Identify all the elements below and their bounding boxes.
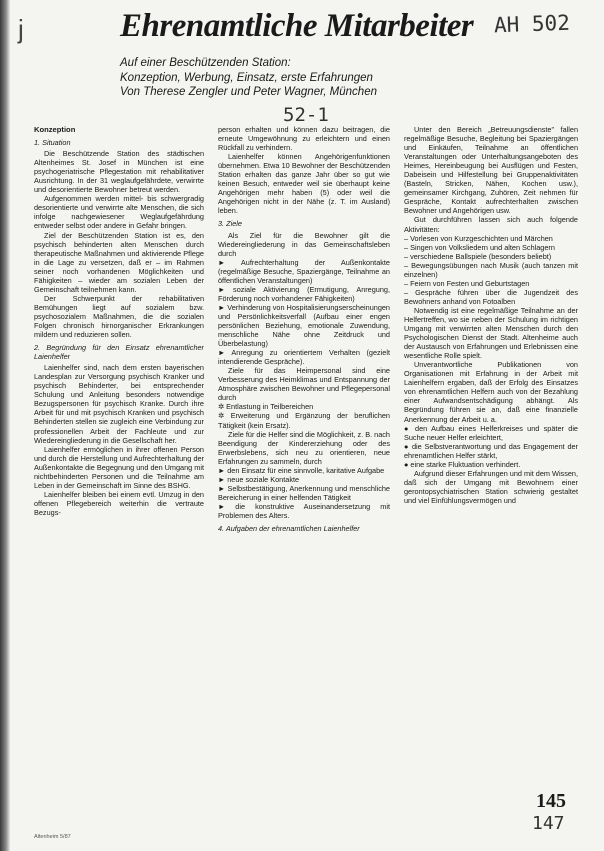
subtitle-line: Konzeption, Werbung, Einsatz, erste Erfahrungen bbox=[120, 72, 373, 84]
list-item: – Bewegungsübungen nach Musik (auch tanzen mit einzelnen) bbox=[404, 260, 578, 279]
list-item: ► Aufrechterhaltung der Außenkontakte (regelmäßige Besuche, Spaziergänge, Teilnahme an öffentlichen Veranstaltungen) bbox=[218, 257, 390, 285]
list-item: – verschiedene Ballspiele (besonders beliebt) bbox=[404, 251, 552, 261]
paragraph: Unverantwortliche Publikationen von Organisationen mit Erfahrung in der Arbeit mit Laienhelfern ergaben, daß der Erfolg des Einsatzes von ehrenamtlichen Helfern auch von der Bezahlung einer Aufwandsentschädigung abhängt. Als Begründung führen sie an, daß eine finanzielle Anerkennung der Arbeit u. a. bbox=[404, 360, 578, 424]
paragraph: Laienhelfer sind, nach dem ersten bayerischen Landesplan zur Versorgung psychisch Kranker und psychisch Behinderter, bei entsprechender Schulung und Anleitung besonders notwendige Bezugspersonen für psychisch Kranke. Durch ihre Arbeit für und mit psychisch Kranken und psychisch Behinderten stellen sie zugleich eine Verbindung zur professionellen Arbeit der Fachleute und zur Wiedereingliederung in die Gesellschaft her. bbox=[34, 363, 204, 445]
subsection-heading: 4. Aufgaben der ehrenamtlichen Laienhelfer bbox=[218, 524, 360, 534]
paragraph: Aufgrund dieser Erfahrungen und mit dem Wissen, daß sich der Umgang mit Bewohnern einer gerontopsychiatrischen Station schwierig gestaltet und viel Einfühlungsvermögen und bbox=[404, 468, 578, 505]
paragraph: Der Schwerpunkt der rehabilitativen Bemühungen liegt auf sozialem bzw. psychosozialem Maßnahmen, die die sozialen Folgen chronisch hirnorganischer Erkrankungen mildern und reduzieren sollen. bbox=[34, 293, 204, 340]
paragraph: Aufgenommen werden mittel- bis schwergradig desorientierte und verwirrte alte Menschen, die sich infolge nachgewiesener Weglaufgefährdung entweder selbst oder andere in Gefahr bringen. bbox=[34, 194, 204, 231]
handwritten-archive-tag: AH 502 bbox=[493, 10, 571, 38]
bullet-list bbox=[404, 234, 578, 306]
article-authors: Von Therese Zengler und Peter Wagner, München bbox=[120, 86, 377, 98]
list-item: ► die konstruktive Auseinandersetzung mit Problemen des Alters. bbox=[218, 501, 390, 520]
list-item: ✲ Erweiterung und Ergänzung der beruflichen Tätigkeit (kein Ersatz). bbox=[218, 411, 390, 430]
paragraph: Ziele für die Helfer sind die Möglichkeit, z. B. nach Beendigung der Kindererziehung oder des Erwerbslebens, sich neu zu orientieren, neue Erfahrungen zu sammeln, durch bbox=[218, 429, 390, 466]
text-column-3 bbox=[404, 125, 578, 840]
paragraph: Unter den Bereich „Betreuungsdienste" fallen regelmäßige Besuche, Begleitung bei Spaziergängen und Einkäufen, Teilnahme an öffentlichen Veranstaltungen oder Unterhaltungsangeboten des Heimes, Hereinbeugung bei Ausflügen und Festen, Dabeisein und Hilfestellung bei Gruppenaktivitäten (Basteln, Stricken, Nähen, Kochen usw.), gemeinsamer Kirchgang, Zuhören, Zeit nehmen für Gespräche, Kontakt aufrechterhalten zwischen Bewohner und Angehörigen usw. bbox=[404, 125, 578, 216]
text-column-1 bbox=[34, 125, 204, 840]
paragraph: Als Ziel für die Bewohner gilt die Wiedereingliederung in das Gemeinschaftsleben durch bbox=[218, 230, 390, 258]
paragraph: Laienhelfer können Angehörigenfunktionen übernehmen. Etwa 10 Bewohner der Beschützenden Station erhalten das ganze Jahr über so gut wie keinen Besuch, entweder weil sie überhaupt keine Angehörigen mehr haben (5) oder weil die Angehörigen nicht in der Nähe (z. T. im Ausland) leben. bbox=[218, 152, 390, 216]
text-column-2 bbox=[218, 125, 390, 840]
list-item: – Feiern von Festen und Geburtstagen bbox=[404, 278, 530, 288]
list-item: ► Verhinderung von Hospitalisierungserscheinungen und Persönlichkeitsverfall (Aufbau einer engen persönlichen Beziehung, emotionale Zuwendung, menschliche Nähe ohne Zeitdruck und Überbelastung) bbox=[218, 302, 390, 349]
bullet-list bbox=[404, 424, 578, 469]
paragraph: Ziel der Beschützenden Station ist es, den psychisch behinderten alten Menschen durch therapeutische Maßnahmen und aktivierende Pflege in die Lage zu versetzen, daß er – im Rahmen seiner noch vorhandenen Möglichkeiten und Fähigkeiten – wieder am sozialen Leben der Gemeinschaft teilnehmen kann. bbox=[34, 230, 204, 294]
list-item: – Vorlesen von Kurzgeschichten und Märchen bbox=[404, 233, 553, 243]
list-item: – Gespräche führen über die Jugendzeit des Bewohners anhand von Fotoalben bbox=[404, 287, 578, 306]
bullet-list bbox=[218, 402, 390, 429]
paragraph: Die Beschützende Station des städtischen Altenheimes St. Josef in München ist eine psychogeriatrische Pflegestation mit rehabilitativer Ausrichtung. In der 31 weglaufgefährdete, verwirrte und desorientierte Bewohner betreut werden. bbox=[34, 149, 204, 195]
list-item: ► soziale Aktivierung (Ermutigung, Anregung, Förderung noch vorhandener Fähigkeiten) bbox=[218, 284, 390, 303]
paragraph: Notwendig ist eine regelmäßige Teilnahme an der Helfertreffen, wo sie neben der Schulung im richtigen Umgang mit verwirrten alten Menschen durch den Psychologischen Dienst der Stadt. Altenheime auch der Austausch von Erfahrungen und Erlebnissen eine wesentliche Rolle spielt. bbox=[404, 305, 578, 361]
paragraph: Laienhelfer bleiben bei einem evtl. Umzug in den offenen Pflegebereich weiterhin die vertraute Bezugs- bbox=[34, 489, 204, 517]
handwritten-page-mark: 52-1 bbox=[283, 104, 329, 126]
list-item: ► neue soziale Kontakte bbox=[218, 474, 300, 484]
list-item: ● eine starke Fluktuation verhindert. bbox=[404, 459, 521, 469]
list-item: ✲ Entlastung in Teilbereichen bbox=[218, 402, 314, 412]
subsection-heading: 3. Ziele bbox=[218, 219, 242, 229]
list-item: ● die Selbstverantwortung und das Engagement der ehrenamtlichen Helfer stärkt, bbox=[404, 441, 578, 460]
page-number: 145 bbox=[536, 790, 566, 812]
paragraph: Laienhelfer ermöglichen in ihrer offenen Person und durch die Herstellung und Aufrechterhaltung der Außenkontakte die Begegnung und den Umgang mit nichtbehinderten Personen und die Teilnahme am Leben in der Gemeinschaft im Sinne des BSHG. bbox=[34, 444, 204, 490]
subsection-heading: 1. Situation bbox=[34, 138, 71, 148]
binding-shadow bbox=[0, 0, 10, 851]
paragraph: person erhalten und können dazu beitragen, die erneute Umgewöhnung zu erleichtern und einen Rückfall zu verhindern. bbox=[218, 125, 390, 153]
handwritten-page-number: 147 bbox=[532, 813, 565, 834]
list-item: ► den Einsatz für eine sinnvolle, karitative Aufgabe bbox=[218, 465, 385, 475]
handwritten-hook-mark: j bbox=[18, 14, 24, 44]
footer-source: Altenheim 5/87 bbox=[34, 834, 71, 840]
list-item: ► Selbstbestätigung, Anerkennung und menschliche Bereicherung in einer helfenden Tätigkeit bbox=[218, 483, 390, 502]
subtitle-line: Auf einer Beschützenden Station: bbox=[120, 57, 291, 69]
paragraph: Gut durchführen lassen sich auch folgende Aktivitäten: bbox=[404, 215, 578, 234]
article-subtitle bbox=[120, 56, 373, 86]
list-item: ● den Aufbau eines Helferkreises und später die Suche neuer Helfer erleichtert, bbox=[404, 423, 578, 442]
list-item: ► Anregung zu orientiertem Verhalten (gezielt intendierende Gespräche). bbox=[218, 348, 390, 367]
bullet-list bbox=[218, 258, 390, 367]
subsection-heading: 2. Begründung für den Einsatz ehrenamtlicher Laienhelfer bbox=[34, 343, 204, 362]
paragraph: Ziele für das Heimpersonal sind eine Verbesserung des Heimklimas und Entspannung der Atmosphäre zwischen Bewohner und Pflegepersonal durch bbox=[218, 366, 390, 403]
list-item: – Singen von Volksliedern und alten Schlagern bbox=[404, 242, 555, 252]
section-heading: Konzeption bbox=[34, 125, 76, 134]
article-title: Ehrenamtliche Mitarbeiter bbox=[120, 8, 474, 44]
bullet-list bbox=[218, 466, 390, 520]
